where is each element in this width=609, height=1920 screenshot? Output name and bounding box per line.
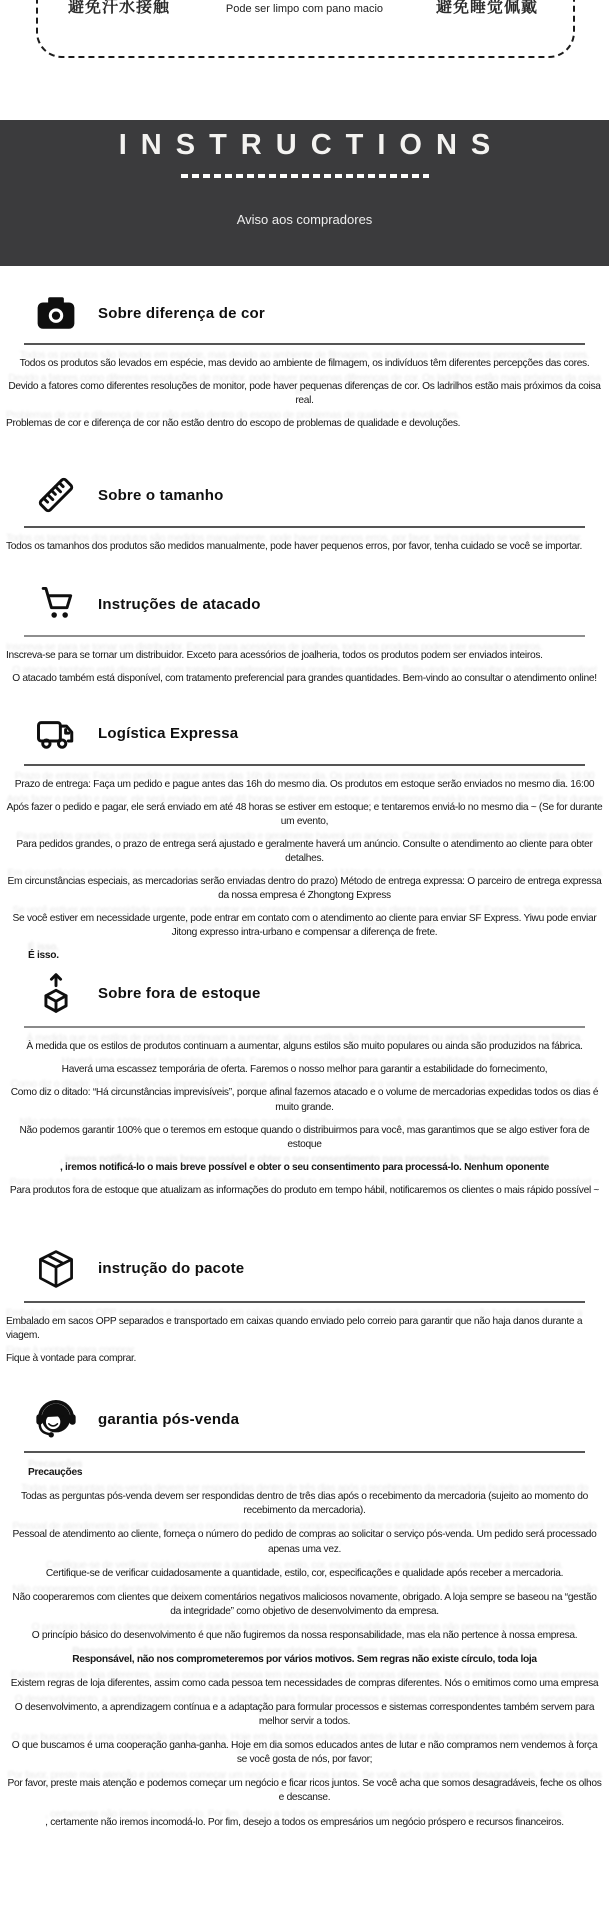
paragraph: Prazo de entrega: Faça um pedido e pague antes das 16h do mesmo dia. Os produtos em estoque serão enviados no mesmo dia. 16:00 xyxy=(14,778,595,790)
section-icon-slot xyxy=(32,582,80,626)
section-header xyxy=(0,969,609,1017)
paragraph: , certamente não iremos incomodá-lo. Por fim, desejo a todos os empresários um negócio próspero e recursos financeiros. xyxy=(45,1816,564,1828)
subheading: É isso. xyxy=(28,950,59,962)
section-body xyxy=(0,345,609,431)
section-icon-slot xyxy=(32,713,80,755)
section-icon-slot xyxy=(32,969,80,1017)
paragraph: Inscreva-se para se tornar um distribuidor. Exceto para acessórios de joalheria, todos os produtos podem ser enviados inteiros. xyxy=(6,650,543,662)
section-aftersales xyxy=(0,1396,609,1829)
section-icon-slot xyxy=(32,473,80,517)
paragraph: Certifique-se de verificar cuidadosamente a quantidade, estilo, cor, especificações e qualidade após receber a mercadoria. xyxy=(45,1567,564,1579)
paragraph: Haverá uma escassez temporária de oferta. Faremos o nosso melhor para garantir a estabilidade do fornecimento, xyxy=(61,1064,548,1076)
section-title: Sobre o tamanho xyxy=(98,486,224,504)
section-header xyxy=(0,713,609,755)
section-wholesale xyxy=(0,582,609,686)
cart-icon xyxy=(33,582,79,626)
paragraph: À medida que os estilos de produtos continuam a aumentar, alguns estilos são muito populares ou ainda são produzidos na fábrica. xyxy=(26,1041,583,1053)
section-title: instrução do pacote xyxy=(98,1260,245,1278)
dashed-divider xyxy=(181,174,429,178)
section-header xyxy=(0,582,609,626)
paragraph: Pessoal de atendimento ao cliente, forneça o número do pedido de compras ao solicitar o serviço pós-venda. Um pedido será processado apenas uma vez. xyxy=(12,1529,597,1555)
care-note-avoid-sleep: 避免睡觉佩戴 xyxy=(436,0,539,16)
section-title: Logística Expressa xyxy=(98,725,239,743)
paragraph: Em circunstâncias especiais, as mercadorias serão enviadas dentro do prazo) Método de entrega expressa: O parceiro de entrega expressa da nossa empresa é Zhongtong Express xyxy=(7,875,602,902)
paragraph: Após fazer o pedido e pagar, ele será enviado em até 48 horas se estiver em estoque; e tentaremos enviá-lo no mesmo dia ~ (Se for durante um evento, xyxy=(6,801,603,827)
paragraph: Todos os tamanhos dos produtos são medidos manualmente, pode haver pequenos erros, por favor, tenha cuidado se você se importar. xyxy=(6,541,583,553)
section-size xyxy=(0,473,609,554)
paragraph: O desenvolvimento, a aprendizagem contínua e a adaptação para formular processos e sistemas correspondentes também servem para melhor servir a todos. xyxy=(14,1702,595,1728)
page-subtitle: Aviso aos compradores xyxy=(236,212,373,227)
care-note-avoid-sweat: 避免汗水接触 xyxy=(68,0,171,16)
section-outofstock xyxy=(0,969,609,1198)
care-box-section xyxy=(0,0,609,55)
section-icon-slot xyxy=(32,1396,80,1442)
paragraph: Como diz o ditado: “Há circunstâncias imprevisíveis”, porque afinal fazemos atacado e o volume de mercadorias expedidas todos os dias é muito grande. xyxy=(10,1087,599,1113)
camera-icon xyxy=(33,292,79,334)
paragraph: Todos os produtos são levados em espécie, mas devido ao ambiente de filmagem, os indivíduos têm diferentes percepções das cores. xyxy=(19,358,590,369)
section-header xyxy=(0,292,609,334)
paragraph: Não podemos garantir 100% que o teremos em estoque quando o distribuirmos para você, mas garantimos que se algo estiver fora de estoque xyxy=(19,1124,590,1150)
paragraph: Problemas de cor e diferença de cor não estão dentro do escopo de problemas de qualidade e devoluções. xyxy=(6,418,461,430)
sections xyxy=(0,292,609,1830)
section-icon-slot xyxy=(32,292,80,334)
section-logistics xyxy=(0,713,609,964)
section-body xyxy=(0,1028,609,1198)
section-body xyxy=(0,528,609,554)
headset-agent-icon xyxy=(33,1396,79,1442)
paragraph: Existem regras de loja diferentes, assim como cada pessoa tem necessidades de compras diferentes. Nós o emitimos como uma empresa xyxy=(10,1677,599,1689)
paragraph: Responsável, não nos comprometeremos por vários motivos. Sem regras não existe círculo, toda loja xyxy=(72,1653,537,1665)
paragraph: Se você estiver em necessidade urgente, pode entrar em contato com o atendimento ao cliente para enviar SF Express. Yiwu pode enviar Jitong expresso intra-urbano e compensar a diferença de frete. xyxy=(12,913,597,939)
truck-icon xyxy=(32,713,80,755)
section-header xyxy=(0,1396,609,1442)
section-header xyxy=(0,473,609,517)
paragraph: Para pedidos grandes, o prazo de entrega será ajustado e geralmente haverá um anúncio. Consulte o atendimento ao cliente para obter detalhes. xyxy=(16,838,593,864)
section-body xyxy=(0,1453,609,1829)
section-body xyxy=(0,637,609,686)
package-icon xyxy=(34,1246,78,1292)
paragraph: O atacado também está disponível, com tratamento preferencial para grandes quantidades. Bem-vindo ao consultar o atendimento online! xyxy=(12,673,597,685)
paragraph: Todas as perguntas pós-venda devem ser respondidas dentro de três dias após o recebimento da mercadoria (sujeito ao momento do recebimento da mercadoria). xyxy=(20,1491,588,1517)
paragraph: Embalado em sacos OPP separados e transportado em caixas quando enviado pelo correio para garantir que não haja danos durante a viagem. xyxy=(6,1315,583,1342)
paragraph: Para produtos fora de estoque que atualizam as informações do produto em tempo hábil, notificaremos os clientes o mais rápido possível ~ xyxy=(9,1184,600,1196)
section-body xyxy=(0,1303,609,1366)
ruler-icon xyxy=(34,473,78,517)
section-color xyxy=(0,292,609,431)
section-title: garantia pós-venda xyxy=(98,1410,240,1428)
page-title: INSTRUCTIONS xyxy=(118,129,505,161)
box-arrow-up-icon xyxy=(34,969,78,1017)
section-icon-slot xyxy=(32,1246,80,1292)
section-package xyxy=(0,1246,609,1366)
section-title: Sobre fora de estoque xyxy=(98,984,261,1002)
section-header xyxy=(0,1246,609,1292)
paragraph: Devido a fatores como diferentes resoluções de monitor, pode haver pequenas diferenças de cor. Os ladrilhos estão mais próximos da coisa real. xyxy=(8,381,601,407)
care-note-soft-cloth: Pode ser limpo com pano macio xyxy=(225,3,384,15)
paragraph: Por favor, preste mais atenção e podemos começar um negócio e ficar ricos juntos. Se você acha que somos desagradáveis, feche os olhos e descanse. xyxy=(7,1778,602,1804)
paragraph: , iremos notificá-lo o mais breve possível e obter o seu consentimento para processá-lo. Nenhum oponente xyxy=(59,1161,550,1173)
section-title: Sobre diferença de cor xyxy=(98,304,265,322)
hero-banner xyxy=(0,120,609,266)
subheading: Precauções xyxy=(28,1467,83,1479)
paragraph: O princípio básico do desenvolvimento é que não fugiremos da nossa responsabilidade, mas ela não pertence à nossa empresa. xyxy=(31,1629,578,1641)
section-body xyxy=(0,766,609,964)
section-title: Instruções de atacado xyxy=(98,595,261,613)
paragraph: Fique à vontade para comprar. xyxy=(6,1353,137,1365)
paragraph: Não cooperaremos com clientes que deixem comentários negativos maliciosos novamente, obrigado. A loja sempre se baseou na “gestão da integridade” como objetivo de desenvolvimento da empresa. xyxy=(12,1591,597,1617)
paragraph: O que buscamos é uma cooperação ganha-ganha. Hoje em dia somos educados antes de lutar e não compramos nem vendemos à força se você gosta de nós, por favor; xyxy=(11,1740,598,1766)
